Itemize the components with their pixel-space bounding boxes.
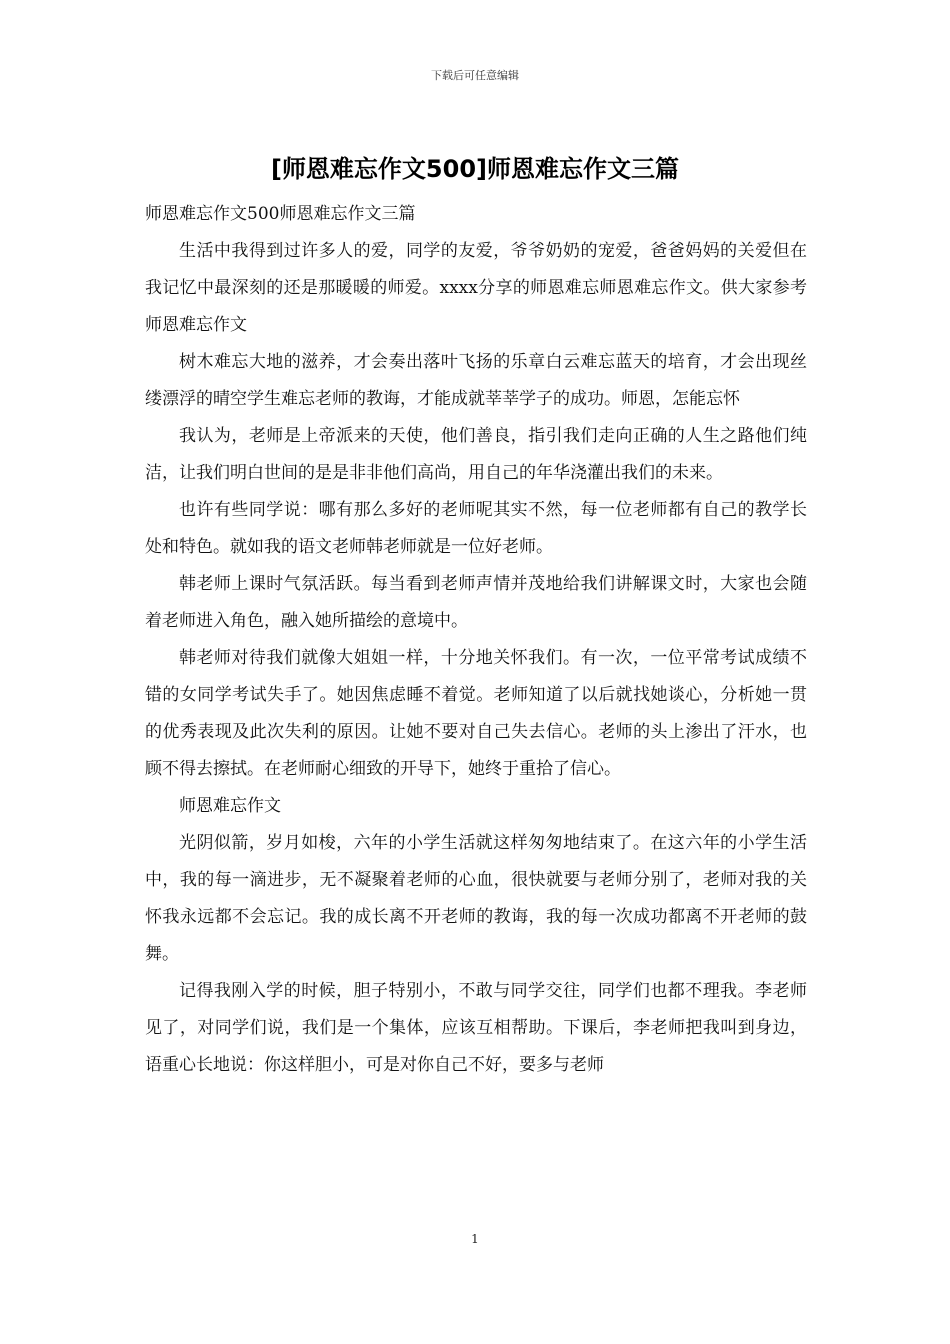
document-body xyxy=(145,196,807,1084)
header-note: 下载后可任意编辑 xyxy=(431,69,519,82)
paragraph: 记得我刚入学的时候，胆子特别小，不敢与同学交往，同学们也都不理我。李老师见了，对同学们说，我们是一个集体，应该互相帮助。下课后，李老师把我叫到身边，语重心长地说：你这样胆小，可是对你自己不好，要多与老师 xyxy=(145,981,807,1075)
paragraph: 韩老师对待我们就像大姐姐一样，十分地关怀我们。有一次，一位平常考试成绩不错的女同学考试失手了。她因焦虑睡不着觉。老师知道了以后就找她谈心，分析她一贯的优秀表现及此次失利的原因。让她不要对自己失去信心。老师的头上渗出了汗水，也顾不得去擦拭。在老师耐心细致的开导下，她终于重拾了信心。 xyxy=(145,648,807,779)
document-title: [师恩难忘作文500]师恩难忘作文三篇 xyxy=(270,155,680,183)
paragraph: 韩老师上课时气氛活跃。每当看到老师声情并茂地给我们讲解课文时，大家也会随着老师进入角色，融入她所描绘的意境中。 xyxy=(145,574,807,631)
page-number: 1 xyxy=(471,1232,479,1246)
section-heading: 师恩难忘作文 xyxy=(179,796,281,816)
paragraph: 生活中我得到过许多人的爱，同学的友爱，爷爷奶奶的宠爱，爸爸妈妈的关爱但在我记忆中最深刻的还是那暖暖的师爱。xxxx分享的师恩难忘师恩难忘作文。供大家参考师恩难忘作文 xyxy=(145,241,807,335)
paragraph: 树木难忘大地的滋养，才会奏出落叶飞扬的乐章白云难忘蓝天的培育，才会出现丝缕漂浮的晴空学生难忘老师的教诲，才能成就莘莘学子的成功。师恩，怎能忘怀 xyxy=(145,352,807,409)
paragraph-subtitle: 师恩难忘作文500师恩难忘作文三篇 xyxy=(145,204,416,224)
paragraph: 我认为，老师是上帝派来的天使，他们善良，指引我们走向正确的人生之路他们纯洁，让我们明白世间的是是非非他们高尚，用自己的年华浇灌出我们的未来。 xyxy=(145,426,807,483)
paragraph: 光阴似箭，岁月如梭，六年的小学生活就这样匆匆地结束了。在这六年的小学生活中，我的每一滴进步，无不凝聚着老师的心血，很快就要与老师分别了，老师对我的关怀我永远都不会忘记。我的成长离不开老师的教诲，我的每一次成功都离不开老师的鼓舞。 xyxy=(145,833,807,964)
paragraph: 也许有些同学说：哪有那么多好的老师呢其实不然，每一位老师都有自己的教学长处和特色。就如我的语文老师韩老师就是一位好老师。 xyxy=(145,500,807,557)
